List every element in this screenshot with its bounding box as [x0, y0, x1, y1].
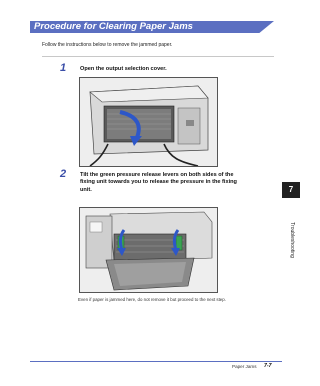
page-number: 7-7 [264, 363, 272, 369]
step-1-line-1: Open the output selection cover. [80, 66, 167, 72]
step-1-number: 1 [60, 62, 67, 74]
intro-text: Follow the instructions below to remove the jammed paper. [42, 42, 173, 48]
fixing-unit-illustration [80, 208, 217, 292]
step-2-line-2: fixing unit towards you to release the pressure in the fixing [80, 179, 237, 186]
section-title: Procedure for Clearing Paper Jams [34, 21, 193, 32]
step-2-number: 2 [60, 168, 67, 180]
chapter-label: Troubleshooting [289, 222, 295, 258]
chapter-number: 7 [288, 185, 294, 194]
printer-rear-illustration [80, 78, 217, 166]
footer-section: Paper Jams [232, 364, 257, 369]
footer-rule [30, 361, 282, 362]
step-1-text [80, 66, 167, 73]
figure-pressure-levers [79, 207, 218, 293]
divider [42, 56, 274, 57]
figure-output-cover [79, 77, 218, 167]
step-2-line-3: unit. [80, 186, 92, 193]
step-2-text [80, 172, 237, 194]
step-2-line-1: Tilt the green pressure release levers on both sides of the [80, 172, 234, 178]
note-text: Even if paper is jammed here, do not remove it but proceed to the next step. [78, 297, 226, 302]
